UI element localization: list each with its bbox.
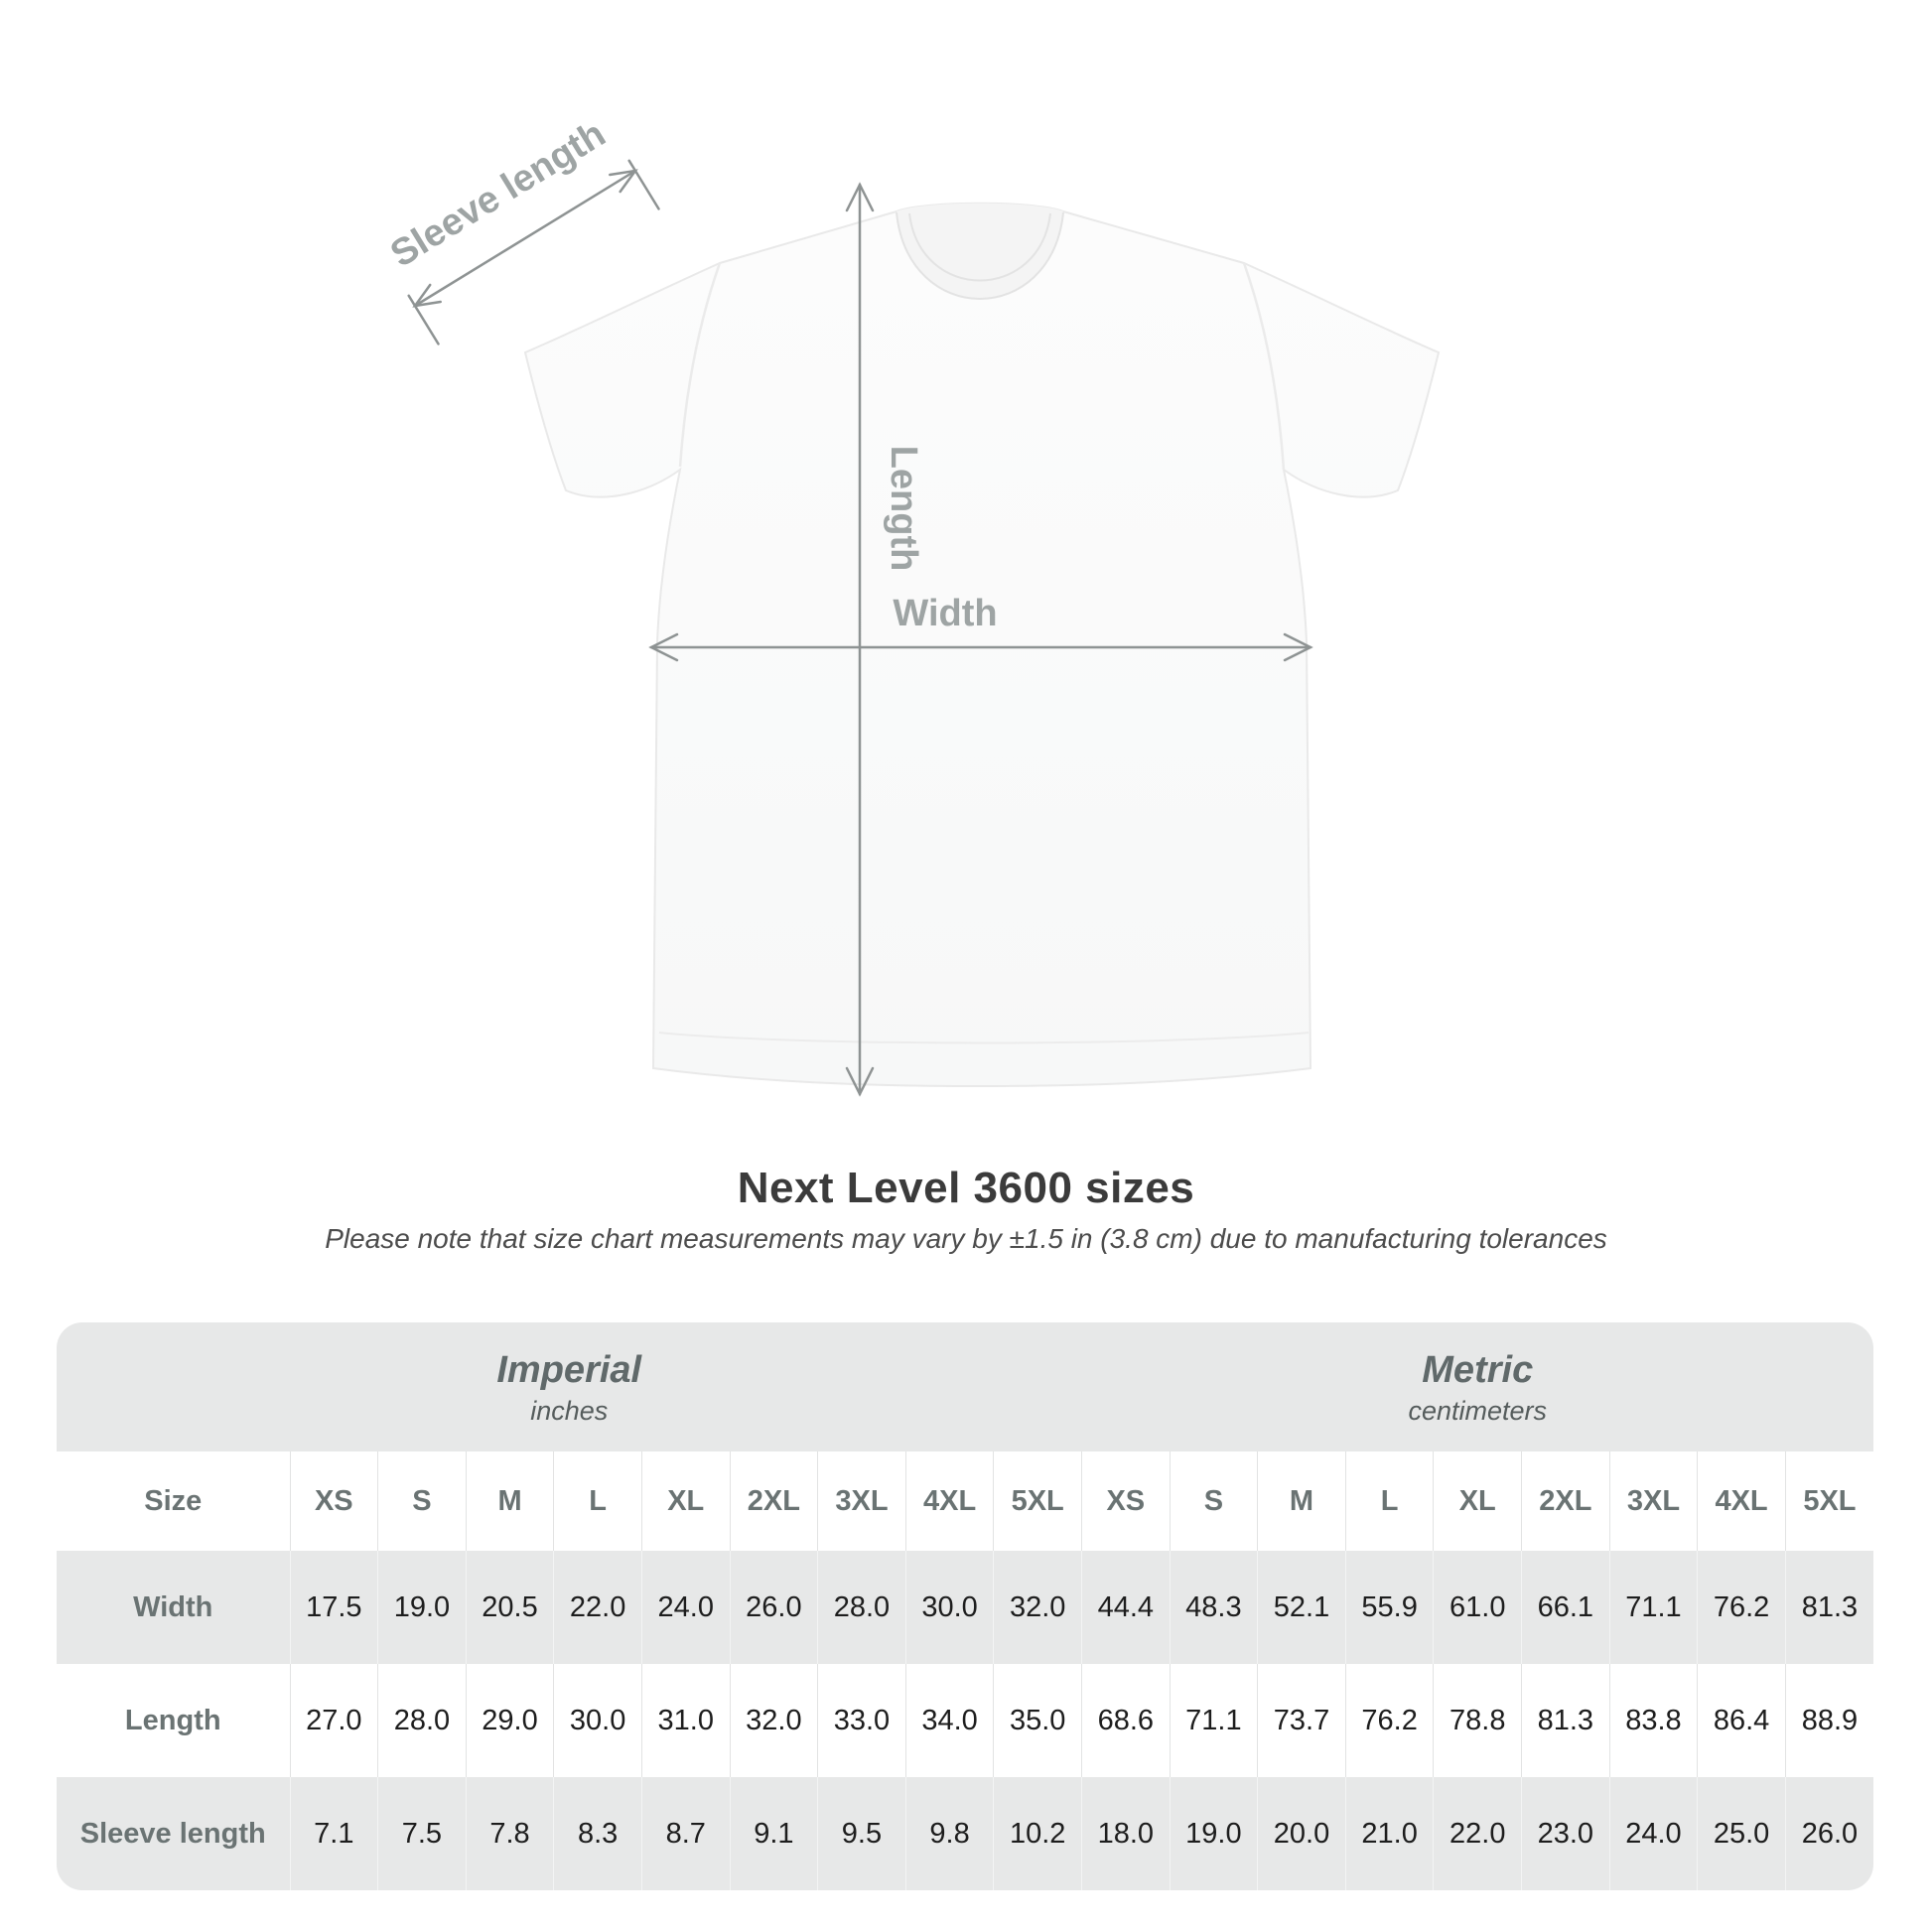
value-cell: 61.0 [1434,1551,1522,1664]
column-header-metric-m: M [1258,1451,1346,1551]
value-cell: 24.0 [641,1551,730,1664]
value-cell: 22.0 [1434,1777,1522,1890]
value-cell: 81.3 [1785,1551,1873,1664]
value-cell: 34.0 [905,1664,994,1777]
imperial-group-title: Imperial [496,1349,642,1392]
value-cell: 33.0 [818,1664,906,1777]
value-cell: 19.0 [378,1551,467,1664]
tshirt-body [525,204,1439,1086]
value-cell: 18.0 [1081,1777,1170,1890]
value-cell: 10.2 [994,1777,1082,1890]
value-cell: 24.0 [1609,1777,1698,1890]
row-label: Width [133,1590,213,1623]
value-cell: 81.3 [1522,1664,1610,1777]
value-cell: 20.5 [466,1551,554,1664]
column-header-imperial-xs: XS [290,1451,378,1551]
column-header-metric-2xl: 2XL [1522,1451,1610,1551]
length-label: Length [883,445,924,572]
column-header-imperial-l: L [554,1451,642,1551]
value-cell: 71.1 [1609,1551,1698,1664]
value-cell: 32.0 [994,1551,1082,1664]
value-cell: 21.0 [1345,1777,1434,1890]
value-cell: 9.1 [730,1777,818,1890]
size-table [57,1322,1873,1890]
value-cell: 31.0 [641,1664,730,1777]
value-cell: 29.0 [466,1664,554,1777]
column-header-metric-xs: XS [1081,1451,1170,1551]
value-cell: 8.3 [554,1777,642,1890]
size-row-header: Size [57,1451,290,1551]
value-cell: 22.0 [554,1551,642,1664]
table-row-sleeve-length [57,1777,1873,1890]
column-header-imperial-2xl: 2XL [730,1451,818,1551]
column-header-imperial-5xl: 5XL [994,1451,1082,1551]
value-cell: 44.4 [1081,1551,1170,1664]
metric-group-title: Metric [1422,1349,1534,1392]
row-label: Length [124,1704,221,1736]
column-header-imperial-m: M [466,1451,554,1551]
value-cell: 83.8 [1609,1664,1698,1777]
value-cell: 71.1 [1170,1664,1258,1777]
column-header-metric-xl: XL [1434,1451,1522,1551]
value-cell: 30.0 [554,1664,642,1777]
size-table-container [57,1322,1873,1890]
value-cell: 68.6 [1081,1664,1170,1777]
value-cell: 26.0 [1785,1777,1873,1890]
column-header-metric-5xl: 5XL [1785,1451,1873,1551]
value-cell: 8.7 [641,1777,730,1890]
value-cell: 9.5 [818,1777,906,1890]
column-header-metric-s: S [1170,1451,1258,1551]
value-cell: 32.0 [730,1664,818,1777]
imperial-group-unit: inches [530,1395,609,1426]
value-cell: 48.3 [1170,1551,1258,1664]
value-cell: 7.1 [290,1777,378,1890]
column-header-imperial-4xl: 4XL [905,1451,994,1551]
value-cell: 9.8 [905,1777,994,1890]
metric-group-unit: centimeters [1408,1395,1548,1426]
column-header-metric-3xl: 3XL [1609,1451,1698,1551]
size-header-row [57,1451,1873,1551]
value-cell: 78.8 [1434,1664,1522,1777]
value-cell: 88.9 [1785,1664,1873,1777]
unit-group-row [57,1322,1873,1451]
metric-group-header [1081,1322,1873,1451]
value-cell: 55.9 [1345,1551,1434,1664]
value-cell: 28.0 [818,1551,906,1664]
column-header-metric-l: L [1345,1451,1434,1551]
table-body [57,1322,1873,1890]
value-cell: 7.8 [466,1777,554,1890]
value-cell: 52.1 [1258,1551,1346,1664]
row-label: Sleeve length [79,1817,266,1850]
imperial-group-header [57,1322,1081,1451]
value-cell: 19.0 [1170,1777,1258,1890]
value-cell: 73.7 [1258,1664,1346,1777]
value-cell: 27.0 [290,1664,378,1777]
page-title: Next Level 3600 sizes [737,1164,1195,1212]
width-label: Width [893,593,998,634]
value-cell: 30.0 [905,1551,994,1664]
value-cell: 7.5 [378,1777,467,1890]
table-row-width [57,1551,1873,1664]
value-cell: 76.2 [1698,1551,1786,1664]
value-cell: 26.0 [730,1551,818,1664]
value-cell: 66.1 [1522,1551,1610,1664]
column-header-imperial-s: S [378,1451,467,1551]
table-row-length [57,1664,1873,1777]
value-cell: 25.0 [1698,1777,1786,1890]
value-cell: 17.5 [290,1551,378,1664]
value-cell: 23.0 [1522,1777,1610,1890]
value-cell: 76.2 [1345,1664,1434,1777]
value-cell: 28.0 [378,1664,467,1777]
column-header-imperial-xl: XL [641,1451,730,1551]
value-cell: 86.4 [1698,1664,1786,1777]
sleeve-length-label: Sleeve length [383,112,614,276]
value-cell: 35.0 [994,1664,1082,1777]
column-header-metric-4xl: 4XL [1698,1451,1786,1551]
tolerance-note: Please note that size chart measurements may vary by ±1.5 in (3.8 cm) due to manufacturing tolerances [325,1223,1607,1254]
column-header-imperial-3xl: 3XL [818,1451,906,1551]
value-cell: 20.0 [1258,1777,1346,1890]
